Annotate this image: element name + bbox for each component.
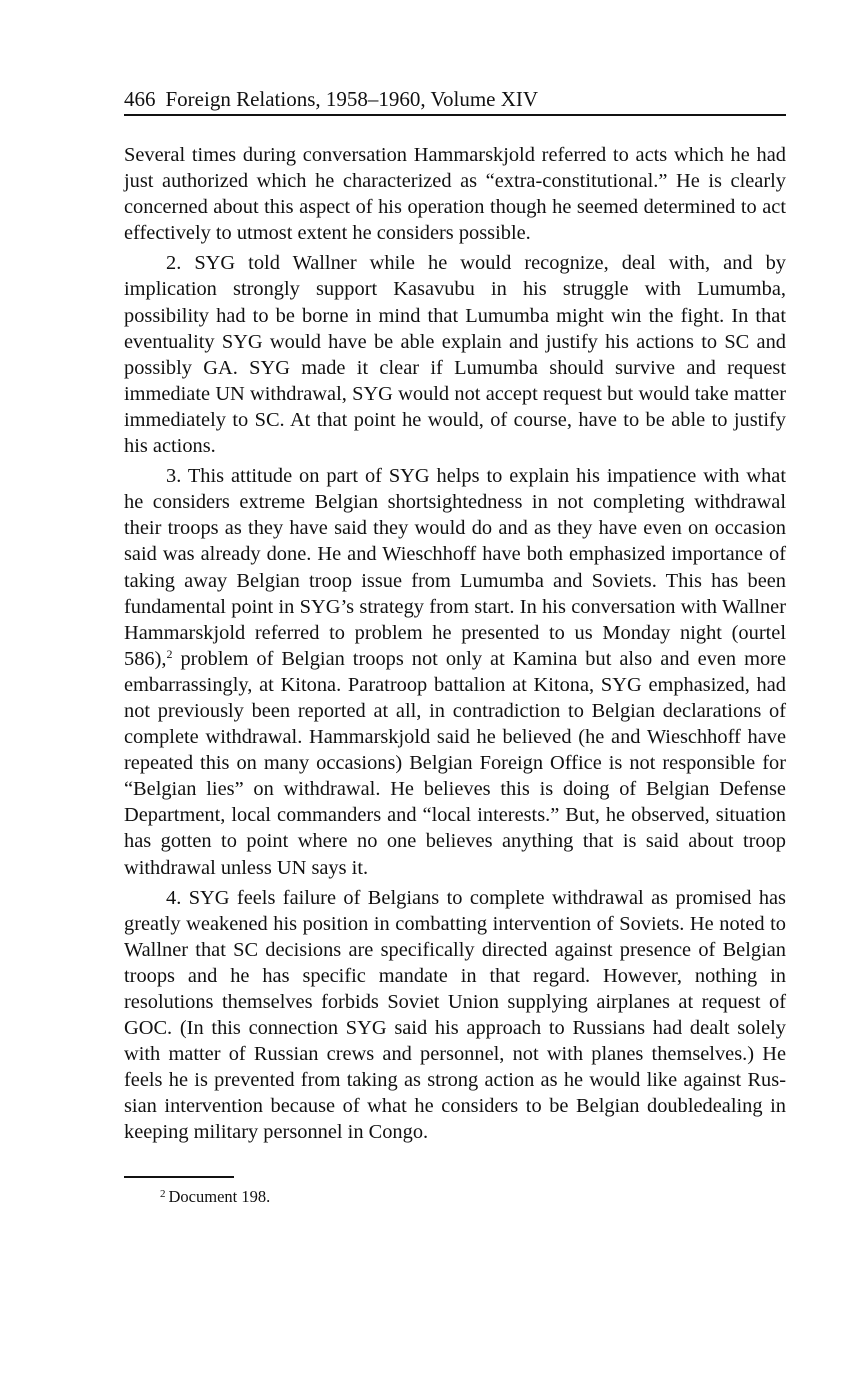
page-number: 466 (124, 87, 156, 111)
footnote-marker: 2 (160, 1187, 166, 1200)
paragraph-3-text-before: 3. This attitude on part of SYG helps to explain his impatience with what he considers extreme Belgian shortsightedness in not completing withdrawal their troops as they have said they would do and as they have even on occasion said was already done. He and Wieschhoff have both emphasized importance of taking away Belgian troop issue from Lumumba and Soviets. This has been fundamental point in SYG’s strategy from start. In his conversation with Wallner Hammarskjold referred to problem he presented to us Monday night (ourtel 586), (124, 465, 786, 670)
footnote-divider (124, 1176, 234, 1178)
body-text (124, 142, 786, 1146)
paragraph-2: 2. SYG told Wallner while he would recognize, deal with, and by implication strongly support Kasavubu in his struggle with Lumumba, possibility had to be borne in mind that Lumumba might win the fight. In that eventuality SYG would have be able explain and justify his actions to SC and possibly GA. SYG made it clear if Lumumba should survive and request immediate UN withdrawal, SYG would not accept request but would take matter immediately to SC. At that point he would, of course, have to be able to justify his actions. (124, 252, 786, 458)
running-title: Foreign Relations, 1958–1960, Volume XIV (165, 87, 539, 111)
paragraph-3-text-after: problem of Belgian troops not only at Kamina but also and even more embarrassingly, at Kitona. Paratroop battalion at Kitona, SYG emphasized, had not previously been reported at all, in contradiction to Belgian declarations of complete withdrawal. Hammarskjold said he believed (he and Wieschhoff have repeated this on many occasions) Belgian Foreign Office is not responsible for “Belgian lies” on withdrawal. He believes this is doing of Belgian Defense Department, local commanders and “local interests.” But, he observed, situation has gotten to point where no one believes anything that is said about troop withdrawal unless UN says it. (124, 647, 786, 879)
paragraph-1: Several times during conversation Hammarskjold referred to acts which he had just authorized which he characterized as “extra-constitutional.” He is clearly concerned about this aspect of his operation though he seemed determined to act effectively to utmost extent he considers possible. (124, 144, 786, 245)
document-page (124, 86, 786, 1208)
footnote-reference[interactable]: 2 (166, 646, 173, 661)
footnote-text: Document 198. (168, 1186, 271, 1206)
footnote (160, 1186, 786, 1208)
paragraph-4: 4. SYG feels failure of Belgians to complete withdrawal as promised has greatly weakened his position in combatting intervention of Soviets. He noted to Wallner that SC decisions are specifically directed against presence of Belgian troops and he has specific mandate in that regard. However, nothing in resolutions themselves forbids Soviet Union supplying airplanes at request of GOC. (In this connection SYG said his approach to Russians had dealt solely with matter of Russian crews and personnel, not with planes themselves.) He feels he is prevented from taking as strong action as he would like against Russian intervention because of what he considers to be Belgian doubledealing in keeping military personnel in Congo. (124, 886, 786, 1144)
running-head (124, 86, 786, 116)
paragraph-3 (124, 463, 786, 881)
